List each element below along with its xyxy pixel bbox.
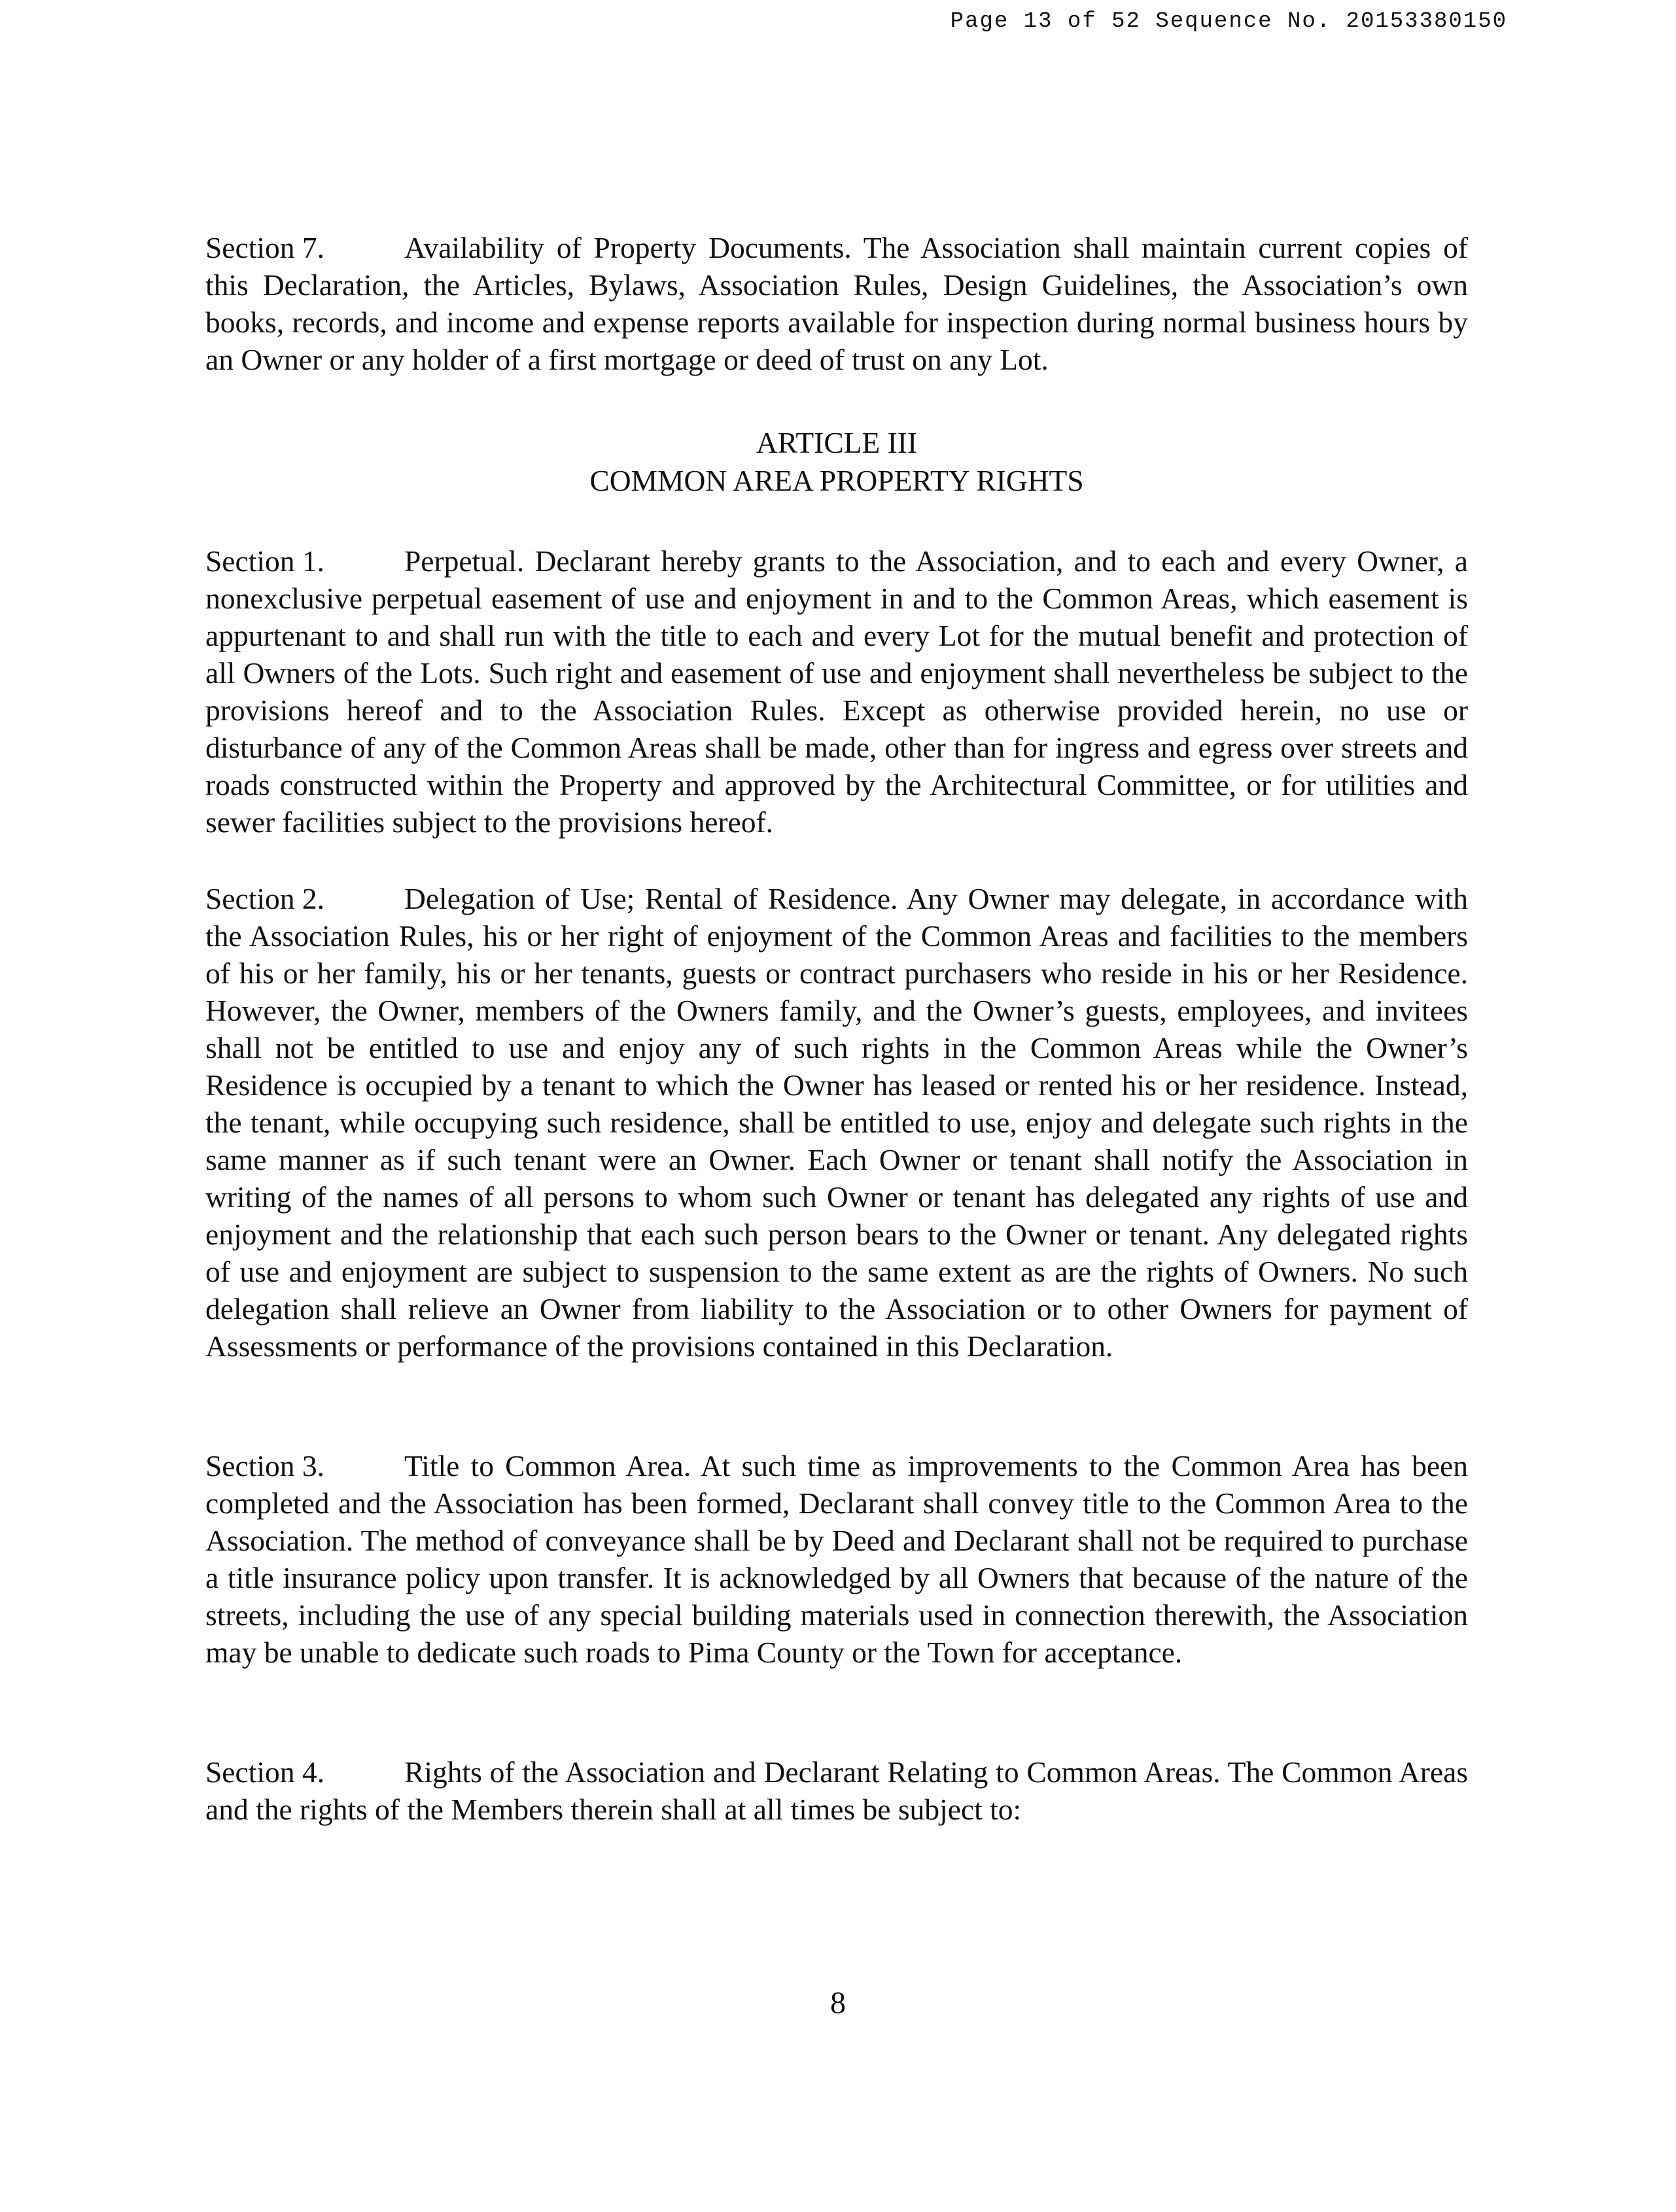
section-7-label: Section 7. [205,231,324,264]
section-4-text: Rights of the Association and Declarant Relating to Common Areas. The Common Areas and the rights of the Members therein shall at all times be subject to: [205,1755,1468,1826]
article-heading [205,424,1468,500]
section-2-paragraph [205,880,1468,1365]
section-1-paragraph [205,542,1468,841]
section-4-paragraph [205,1753,1468,1828]
section-1 [205,542,1468,841]
section-7-text: Availability of Property Documents. The Association shall maintain current copies of this Declaration, the Articles, Bylaws, Association Rules, Design Guidelines, the Association’s own books, records, and income and expense reports available for inspection during normal business hours by an Owner or any holder of a first mortgage or deed of trust on any Lot. [205,231,1468,376]
section-1-label: Section 1. [205,544,324,578]
section-3-text: Title to Common Area. At such time as improvements to the Common Area has been completed and the Association has been formed, Declarant shall convey title to the Common Area to the Association. The method of conveyance shall be by Deed and Declarant shall not be required to purchase a title insurance policy upon transfer. It is acknowledged by all Owners that because of the nature of the streets, including the use of any special building materials used in connection therewith, the Association may be unable to dedicate such roads to Pima County or the Town for acceptance. [205,1449,1468,1669]
page-sequence-header: Page 13 of 52 Sequence No. 20153380150 [950,9,1507,34]
article-title: COMMON AREA PROPERTY RIGHTS [589,464,1084,497]
section-2-text: Delegation of Use; Rental of Residence. Any Owner may delegate, in accordance with the Association Rules, his or her right of enjoyment of the Common Areas and facilities to the members of his or her family, his or her tenants, guests or contract purchasers who reside in his or her Residence. However, the Owner, members of the Owners family, and the Owner’s guests, employees, and invitees shall not be entitled to use and enjoy any of such rights in the Common Areas while the Owner’s Residence is occupied by a tenant to which the Owner has leased or rented his or her residence. Instead, the tenant, while occupying such residence, shall be entitled to use, enjoy and delegate such rights in the same manner as if such tenant were an Owner. Each Owner or tenant shall notify the Association in writing of the names of all persons to whom such Owner or tenant has delegated any rights of use and enjoyment and the relationship that each such person bears to the Owner or tenant. Any delegated rights of use and enjoyment are subject to suspension to the same extent as are the rights of Owners. No such delegation shall relieve an Owner from liability to the Association or to other Owners for payment of Assessments or performance of the provisions contained in this Declaration. [205,882,1468,1363]
section-2-label: Section 2. [205,882,324,915]
section-1-text: Perpetual. Declarant hereby grants to the Association, and to each and every Owner, a nonexclusive perpetual easement of use and enjoyment in and to the Common Areas, which easement is appurtenant to and shall run with the title to each and every Lot for the mutual benefit and protection of all Owners of the Lots. Such right and easement of use and enjoyment shall nevertheless be subject to the provisions hereof and to the Association Rules. Except as otherwise provided herein, no use or disturbance of any of the Common Areas shall be made, other than for ingress and egress over streets and roads constructed within the Property and approved by the Architectural Committee, or for utilities and sewer facilities subject to the provisions hereof. [205,544,1468,839]
section-3-paragraph [205,1447,1468,1671]
article-number: ARTICLE III [756,426,918,459]
section-7-paragraph [205,229,1468,378]
section-4 [205,1753,1468,1828]
section-4-label: Section 4. [205,1755,324,1789]
section-3 [205,1447,1468,1671]
section-7 [205,229,1468,378]
section-3-label: Section 3. [205,1449,324,1483]
section-2 [205,880,1468,1365]
page-number: 8 [830,1986,846,2020]
